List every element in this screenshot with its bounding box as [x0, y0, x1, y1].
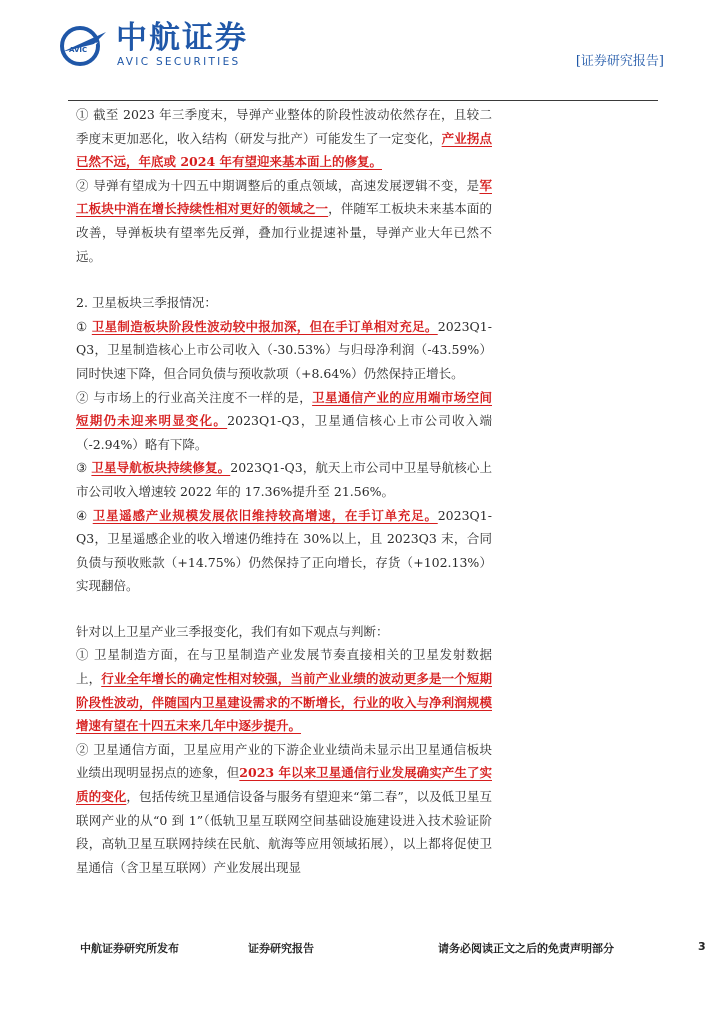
paragraph-text: ④ [76, 507, 93, 523]
highlight-text: 2023 年以来卫星通信行业发展确实产生了实质的变化 [76, 765, 492, 805]
highlight-text: 卫星通信产业的应用端市场空间短期仍未迎来明显变化。 [76, 389, 492, 429]
paragraph-text: ，伴随军工板块未来基本面的改善，导弹板块有望率先反弹，叠加行业提速补量，导弹产业大年已然不远。 [76, 201, 492, 264]
paragraph-text: 2023Q1-Q3，卫星制造核心上市公司收入（-30.53%）与归母净利润（-43.59%）同时快速下降，但合同负债与预收款项（+8.64%）仍然保持正增长。 [76, 318, 492, 381]
paragraph-views-intro: 针对以上卫星产业三季报变化，我们有如下观点与判断： [76, 623, 389, 639]
paragraph-text: 2023Q1-Q3，卫星通信核心上市公司收入端（-2.94%）略有下降。 [76, 413, 492, 452]
report-type-tag: [证券研究报告] [575, 54, 664, 69]
highlight-text: 卫星导航板块持续修复。 [91, 460, 231, 476]
footer-publisher: 中航证券研究所发布 [80, 942, 179, 955]
paragraph-text: ② 卫星通信方面，卫星应用产业的下游企业业绩尚未显示出卫星通信板块业绩出现明显拐点的迹象，但 [76, 741, 492, 781]
highlight-text: 军工板块中消在增长持续性相对更好的领域之一 [76, 177, 492, 217]
spacer [76, 598, 492, 620]
brand-name-en: AVIC SECURITIES [117, 56, 241, 68]
paragraph-text: ③ [76, 460, 92, 476]
paragraph-sat-remote-sensing [76, 504, 492, 598]
highlight-text: 卫星遥感产业规模发展依旧维持较高增速，在手订单充足。 [92, 507, 438, 523]
page-footer [0, 935, 724, 959]
highlight-text: 卫星制造板块阶段性波动较中报加深，但在手订单相对充足。 [91, 318, 438, 334]
paragraph-text: ② 与市场上的行业高关注度不一样的是， [76, 389, 313, 405]
avic-plane-logo-icon [54, 22, 112, 68]
paragraph-text: ① 截至 2023 年三季度末，导弹产业整体的阶段性波动依然存在，且较二季度末更加恶化，收入结构（研发与批产）可能发生了一定变化， [76, 107, 492, 146]
paragraph-view-communication [76, 738, 492, 880]
footer-disclaimer: 请务必阅读正文之后的免责声明部分 [438, 942, 614, 955]
paragraph-sat-communication [76, 386, 492, 457]
page-number: 3 [698, 940, 706, 953]
paragraph-missile-2 [76, 174, 492, 268]
paragraph-text: ① 卫星制造方面，在与卫星制造产业发展节奏直接相关的卫星发射数据上， [76, 647, 492, 687]
paragraph-text: 2023Q1-Q3，航天上市公司中卫星导航核心上市公司收入增速较 2022 年的 17.36%提升至 21.56%。 [76, 460, 492, 499]
logo-text: AVIC [69, 46, 88, 54]
header-divider [68, 100, 658, 101]
paragraph-text: ② 导弹有望成为十四五中期调整后的重点领域，高速发展逻辑不变，是 [76, 177, 480, 193]
paragraph-view-manufacturing [76, 643, 492, 737]
page-header [0, 0, 724, 100]
paragraph-sat-manufacturing [76, 315, 492, 386]
paragraph-text: 2023Q1-Q3，卫星遥感企业的收入增速仍维持在 30%以上，且 2023Q3 末，合同负债与预收账款（+14.75%）仍然保持了正向增长，存货（+102.13%）实现翻倍。 [76, 507, 492, 594]
highlight-text: 行业全年增长的确定性相对较强，当前产业业绩的波动更多是一个短期阶段性波动，伴随国内卫星建设需求的不断增长，行业的收入与净利润规模增速有望在十四五末来几年中逐步提升。 [76, 671, 492, 734]
brand-name-cn: 中航证券 [116, 20, 248, 56]
spacer [76, 268, 492, 291]
footer-report-type: 证券研究报告 [248, 942, 314, 955]
paragraph-missile-1 [76, 103, 492, 174]
paragraph-text: ① [76, 318, 92, 334]
highlight-text: 产业拐点已然不远，年底或 2024 年有望迎来基本面上的修复。 [76, 130, 492, 170]
report-body [76, 103, 492, 879]
paragraph-sat-navigation [76, 456, 492, 503]
section-title-satellite: 2. 卫星板块三季报情况： [76, 295, 217, 311]
paragraph-text: ，包括传统卫星通信设备与服务有望迎来“第二春”，以及低卫星互联网产业的从“0 到 1”（低轨卫星互联网空间基础设施建设进入技术验证阶段，高轨卫星互联网持续在民航、航海等应用领域拓展），以上都将促使卫星通信（含卫星互联网）产业发展出现显 [76, 789, 492, 875]
